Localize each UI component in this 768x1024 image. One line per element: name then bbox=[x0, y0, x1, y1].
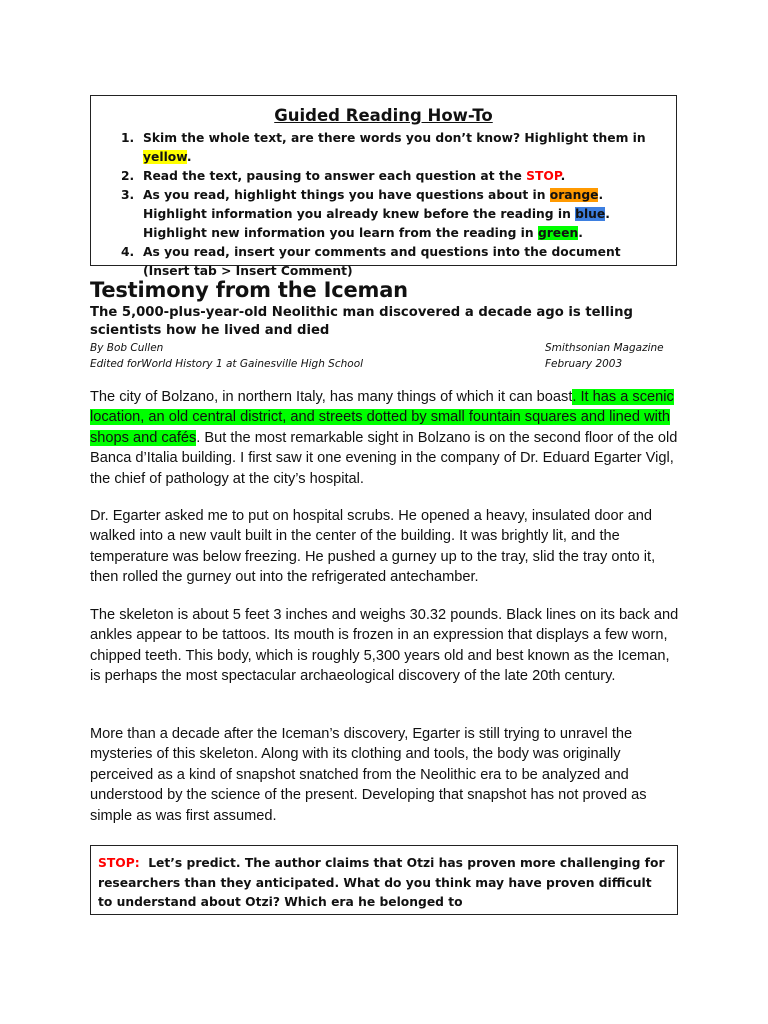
step-text: . bbox=[578, 226, 583, 240]
step-text: As you read, insert your comments and questions into the document (Insert tab > Insert Comment) bbox=[143, 245, 621, 278]
highlight-green: . It has a scenic location, an old central district, and streets dotted by small fountain squares and lined with shops and cafés bbox=[90, 389, 674, 446]
step-number: 1. bbox=[121, 131, 135, 145]
paragraph-1 bbox=[90, 387, 680, 489]
paragraph-text: . But the most remarkable sight in Bolzano is on the second floor of the old Banca d’Italia building. I first saw it one evening in the company of Dr. Eduard Egarter Vigl, the chief of pathology at the city’s hospital. bbox=[90, 429, 678, 487]
step-3 bbox=[91, 186, 676, 243]
step-text: . bbox=[560, 169, 566, 183]
guided-reading-title: Guided Reading How-To bbox=[274, 106, 493, 125]
step-text: As you read, highlight things you have questions about in bbox=[143, 188, 550, 202]
paragraph-4: More than a decade after the Iceman’s discovery, Egarter is still trying to unravel the mysteries of this skeleton. Along with its clothing and tools, the body was originally perceived as a kind of snapshot snatched from the Neolithic era to be analyzed and understood by the science of the present. Developing that snapshot has not proved as simple as was first assumed. bbox=[90, 726, 647, 824]
step-number: 4. bbox=[121, 245, 135, 259]
step-text: Skim the whole text, are there words you don’t know? Highlight them in bbox=[143, 131, 646, 145]
step-number: 2. bbox=[121, 169, 135, 183]
publication-source: Smithsonian Magazine bbox=[545, 342, 664, 354]
publication-date: February 2003 bbox=[545, 358, 623, 370]
stop-question-box bbox=[90, 845, 678, 915]
article-title: Testimony from the Iceman bbox=[90, 278, 408, 302]
paragraph-2: Dr. Egarter asked me to put on hospital scrubs. He opened a heavy, insulated door and walked into a new vault built in the center of the building. It was brightly lit, and the temperature was below freezing. He pushed a gurney up to the tray, slid the tray onto it, then rolled the gurney out into the refrigerated antechamber. bbox=[90, 508, 656, 586]
guided-reading-steps bbox=[91, 129, 676, 281]
editor-note: Edited forWorld History 1 at Gainesville High School bbox=[90, 358, 364, 370]
step-text: . Highlight information you already knew before the reading in bbox=[143, 188, 604, 221]
stop-label: STOP: bbox=[98, 856, 140, 870]
step-1 bbox=[91, 129, 676, 167]
stop-question-text: Let’s predict. The author claims that Otzi has proven more challenging for researchers than they anticipated. What do you think may have proven difficult to understand about Otzi? Which era he belonged to bbox=[98, 856, 669, 909]
step-2 bbox=[91, 167, 676, 186]
byline bbox=[90, 340, 670, 372]
guided-reading-box bbox=[90, 95, 677, 278]
highlight-blue: blue bbox=[575, 207, 606, 221]
stop-keyword: STOP bbox=[526, 169, 561, 183]
step-text: Read the text, pausing to answer each question at the bbox=[143, 169, 527, 183]
step-number: 3. bbox=[121, 188, 135, 202]
highlight-yellow: yellow bbox=[143, 150, 187, 164]
article-subtitle: The 5,000-plus-year-old Neolithic man discovered a decade ago is telling scientists how he lived and died bbox=[90, 305, 633, 338]
paragraph-3: The skeleton is about 5 feet 3 inches and weighs 30.32 pounds. Black lines on its back and ankles appear to be tattoos. Its mouth is frozen in an expression that displays a few worn, chipped teeth. This body, which is roughly 5,300 years old and best known as the Iceman, is perhaps the most spectacular archaeological discovery of the late 20th century. bbox=[90, 607, 679, 685]
step-text: . Highlight new information you learn from the reading in bbox=[143, 207, 610, 240]
highlight-orange: orange bbox=[549, 188, 599, 202]
highlight-green: green bbox=[537, 226, 579, 240]
step-text: . bbox=[186, 150, 192, 164]
author: By Bob Cullen bbox=[90, 342, 164, 354]
paragraph-text: The city of Bolzano, in northern Italy, has many things of which it can boast bbox=[90, 389, 573, 405]
